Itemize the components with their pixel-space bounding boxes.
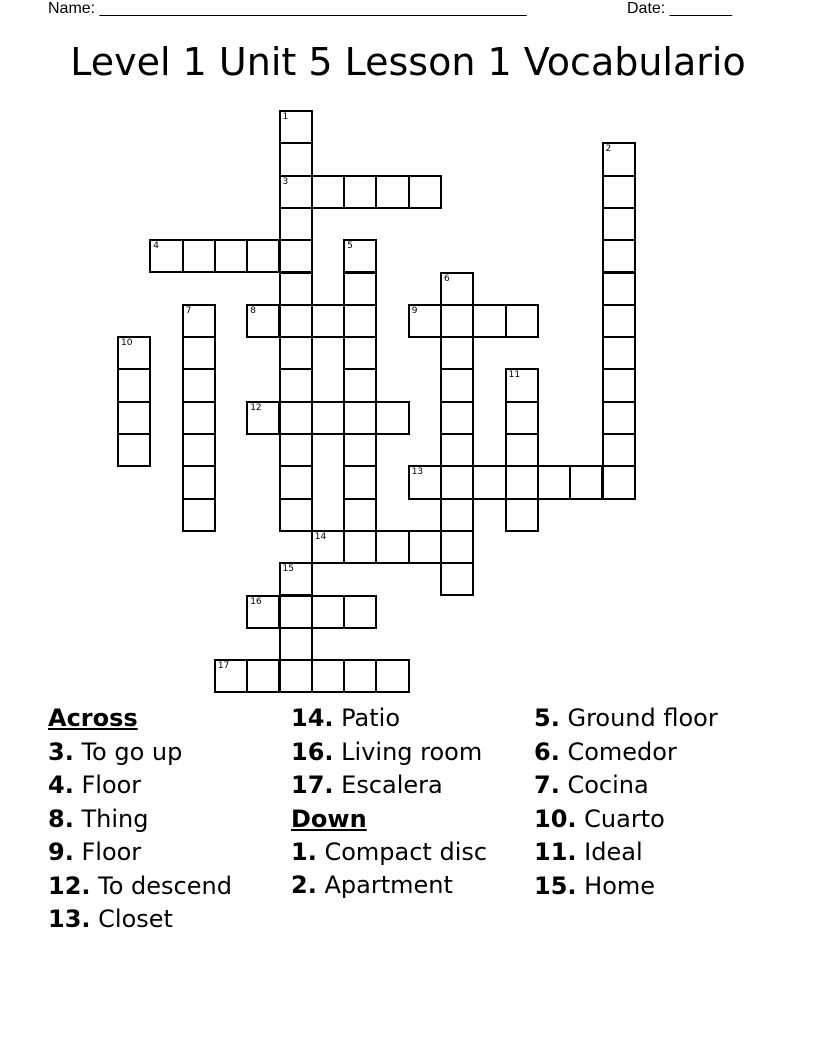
crossword-cell[interactable] xyxy=(182,401,216,435)
crossword-cell[interactable] xyxy=(182,239,216,273)
crossword-cell[interactable] xyxy=(343,659,377,693)
crossword-cell[interactable] xyxy=(343,595,377,629)
clue-number: 15. xyxy=(534,871,577,900)
clues-column-1 xyxy=(48,702,232,937)
crossword-cell[interactable] xyxy=(440,304,474,338)
crossword-cell[interactable] xyxy=(505,401,539,435)
crossword-cell[interactable] xyxy=(408,175,442,209)
clue-across-12 xyxy=(48,870,232,904)
crossword-cell[interactable] xyxy=(246,401,280,435)
crossword-cell[interactable] xyxy=(440,562,474,596)
crossword-cell[interactable] xyxy=(117,401,151,435)
crossword-cell[interactable] xyxy=(602,336,636,370)
crossword-cell[interactable] xyxy=(279,304,313,338)
crossword-cell[interactable] xyxy=(343,433,377,467)
clue-down-1 xyxy=(291,839,491,866)
crossword-cell[interactable] xyxy=(246,595,280,629)
crossword-cell[interactable] xyxy=(279,498,313,532)
crossword-cell[interactable] xyxy=(602,304,636,338)
down-heading: Down xyxy=(291,804,367,833)
crossword-cell[interactable] xyxy=(182,336,216,370)
crossword-cell[interactable] xyxy=(343,530,377,564)
clue-text: Thing xyxy=(81,804,149,833)
crossword-cell[interactable] xyxy=(311,530,345,564)
crossword-cell[interactable] xyxy=(408,465,442,499)
crossword-cell[interactable] xyxy=(440,465,474,499)
cell-number: 7 xyxy=(185,305,192,316)
crossword-cell[interactable] xyxy=(279,142,313,176)
crossword-cell[interactable] xyxy=(440,530,474,564)
clue-down-6 xyxy=(534,736,718,770)
cell-number: 10 xyxy=(121,338,133,349)
crossword-cell[interactable] xyxy=(602,368,636,402)
cell-number: 9 xyxy=(411,305,418,316)
clue-text: Living room xyxy=(341,737,483,766)
clue-text: Cuarto xyxy=(584,804,665,833)
crossword-cell[interactable] xyxy=(602,175,636,209)
clue-text: Escalera xyxy=(341,771,443,799)
date-field-label: Date: _______ xyxy=(627,0,732,17)
clue-down-11 xyxy=(534,836,718,870)
clue-number: 4. xyxy=(48,771,74,799)
clue-number: 7. xyxy=(534,771,560,799)
crossword-cell[interactable] xyxy=(149,239,183,273)
crossword-cell[interactable] xyxy=(182,368,216,402)
clue-text: Patio xyxy=(341,704,401,732)
crossword-cell[interactable] xyxy=(343,401,377,435)
across-heading: Across xyxy=(48,704,138,732)
clue-across-9 xyxy=(48,836,232,870)
crossword-cell[interactable] xyxy=(311,304,345,338)
crossword-cell[interactable] xyxy=(279,336,313,370)
clue-text: Home xyxy=(584,871,656,900)
clue-text: Ground floor xyxy=(567,704,718,732)
cell-number: 5 xyxy=(347,241,353,252)
clue-number: 3. xyxy=(48,737,74,766)
clue-text: Floor xyxy=(81,771,142,799)
cell-number: 2 xyxy=(605,144,612,155)
crossword-cell[interactable] xyxy=(279,175,313,209)
clue-text: Apartment xyxy=(324,871,453,899)
crossword-cell[interactable] xyxy=(279,433,313,467)
crossword-cell[interactable] xyxy=(343,304,377,338)
crossword-cell[interactable] xyxy=(440,498,474,532)
crossword-cell[interactable] xyxy=(375,401,409,435)
clue-across-3 xyxy=(48,736,232,770)
crossword-cell[interactable] xyxy=(279,659,313,693)
clue-across-16 xyxy=(291,736,491,770)
page-title: Level 1 Unit 5 Lesson 1 Vocabulario xyxy=(70,40,746,84)
clue-number: 8. xyxy=(48,804,74,833)
crossword-cell[interactable] xyxy=(472,465,506,499)
crossword-cell[interactable] xyxy=(246,304,280,338)
crossword-cell[interactable] xyxy=(602,272,636,306)
crossword-cell[interactable] xyxy=(343,368,377,402)
cell-number: 6 xyxy=(444,273,450,284)
cell-number: 16 xyxy=(250,596,262,607)
crossword-cell[interactable] xyxy=(537,465,571,499)
clue-text: To descend xyxy=(98,871,232,900)
clue-number: 14. xyxy=(291,704,334,732)
crossword-cell[interactable] xyxy=(279,239,313,273)
crossword-cell[interactable] xyxy=(279,368,313,402)
crossword-cell[interactable] xyxy=(182,433,216,467)
clue-number: 2. xyxy=(291,871,317,899)
name-field-label: Name: ________________________________________________ xyxy=(48,0,527,17)
clue-down-7 xyxy=(534,769,718,803)
clue-number: 9. xyxy=(48,838,74,866)
crossword-cell[interactable] xyxy=(311,659,345,693)
crossword-cell[interactable] xyxy=(279,401,313,435)
clue-across-13 xyxy=(48,903,232,937)
cell-number: 3 xyxy=(282,176,289,187)
crossword-cell[interactable] xyxy=(505,465,539,499)
clue-text: Floor xyxy=(81,838,142,866)
clues-column-3 xyxy=(534,702,718,903)
crossword-cell[interactable] xyxy=(117,336,151,370)
clue-number: 13. xyxy=(48,905,91,933)
crossword-cell[interactable] xyxy=(279,110,313,144)
crossword-cell[interactable] xyxy=(343,498,377,532)
crossword-cell[interactable] xyxy=(505,304,539,338)
crossword-cell[interactable] xyxy=(602,207,636,241)
crossword-cell[interactable] xyxy=(311,595,345,629)
crossword-cell[interactable] xyxy=(343,272,377,306)
crossword-cell[interactable] xyxy=(311,175,345,209)
crossword-cell[interactable] xyxy=(246,239,280,273)
crossword-cell[interactable] xyxy=(246,659,280,693)
crossword-cell[interactable] xyxy=(569,465,603,499)
clue-down-5 xyxy=(534,702,718,736)
clue-number: 12. xyxy=(48,871,91,900)
crossword-cell[interactable] xyxy=(182,304,216,338)
crossword-cell[interactable] xyxy=(279,207,313,241)
crossword-cell[interactable] xyxy=(343,336,377,370)
clue-number: 6. xyxy=(534,737,560,766)
cell-number: 13 xyxy=(411,467,424,478)
cell-number: 1 xyxy=(282,112,289,122)
crossword-cell[interactable] xyxy=(214,659,248,693)
clue-number: 11. xyxy=(534,838,577,866)
crossword-cell[interactable] xyxy=(343,239,377,273)
crossword-cell[interactable] xyxy=(279,272,313,306)
clue-across-4 xyxy=(48,769,232,803)
crossword-cell[interactable] xyxy=(279,562,313,596)
clues-column-2 xyxy=(291,702,491,903)
clue-down-10 xyxy=(534,803,718,837)
clue-text: Cocina xyxy=(567,771,649,799)
crossword-cell[interactable] xyxy=(602,401,636,435)
cell-number: 4 xyxy=(153,241,160,252)
crossword-cell[interactable] xyxy=(472,304,506,338)
crossword-cell[interactable] xyxy=(408,530,442,564)
crossword-cell[interactable] xyxy=(375,659,409,693)
crossword-cell[interactable] xyxy=(440,433,474,467)
crossword-cell[interactable] xyxy=(182,498,216,532)
cell-number: 14 xyxy=(314,531,327,542)
clue-across-14 xyxy=(291,702,491,736)
crossword-cell[interactable] xyxy=(182,465,216,499)
clue-number: 10. xyxy=(534,804,577,833)
clue-text: Comedor xyxy=(567,737,677,766)
clue-text: Closet xyxy=(98,905,173,933)
crossword-cell[interactable] xyxy=(375,175,409,209)
crossword-cell[interactable] xyxy=(602,239,636,273)
crossword-cell[interactable] xyxy=(505,433,539,467)
cell-number: 8 xyxy=(250,305,256,316)
crossword-cell[interactable] xyxy=(343,175,377,209)
crossword-cell[interactable] xyxy=(311,401,345,435)
crossword-cell[interactable] xyxy=(505,498,539,532)
clue-number: 16. xyxy=(291,737,334,766)
clue-down-15 xyxy=(534,870,718,904)
crossword-cell[interactable] xyxy=(279,595,313,629)
crossword-cell[interactable] xyxy=(117,368,151,402)
crossword-cell[interactable] xyxy=(408,304,442,338)
crossword-cell[interactable] xyxy=(505,368,539,402)
crossword-cell[interactable] xyxy=(375,530,409,564)
cell-number: 12 xyxy=(250,402,262,413)
cell-number: 17 xyxy=(217,661,230,672)
clue-down-2 xyxy=(291,869,491,903)
crossword-cell[interactable] xyxy=(214,239,248,273)
cell-number: 11 xyxy=(508,370,521,381)
clue-text: To go up xyxy=(81,737,183,766)
cell-number: 15 xyxy=(282,564,294,575)
clue-number: 17. xyxy=(291,771,334,799)
clue-number: 5. xyxy=(534,704,560,732)
clue-across-8 xyxy=(48,803,232,837)
clue-across-17 xyxy=(291,769,491,803)
crossword-cell[interactable] xyxy=(117,433,151,467)
crossword-cell[interactable] xyxy=(343,465,377,499)
crossword-cell[interactable] xyxy=(440,401,474,435)
crossword-cell[interactable] xyxy=(602,465,636,499)
crossword-cell[interactable] xyxy=(440,336,474,370)
crossword-cell[interactable] xyxy=(279,465,313,499)
crossword-cell[interactable] xyxy=(440,368,474,402)
crossword-cell[interactable] xyxy=(602,433,636,467)
crossword-cell[interactable] xyxy=(440,272,474,306)
crossword-cell[interactable] xyxy=(602,142,636,176)
clue-text: Ideal xyxy=(584,838,643,866)
crossword-cell[interactable] xyxy=(279,627,313,661)
clue-number: 1. xyxy=(291,838,317,866)
clue-text: Compact disc xyxy=(324,838,488,866)
